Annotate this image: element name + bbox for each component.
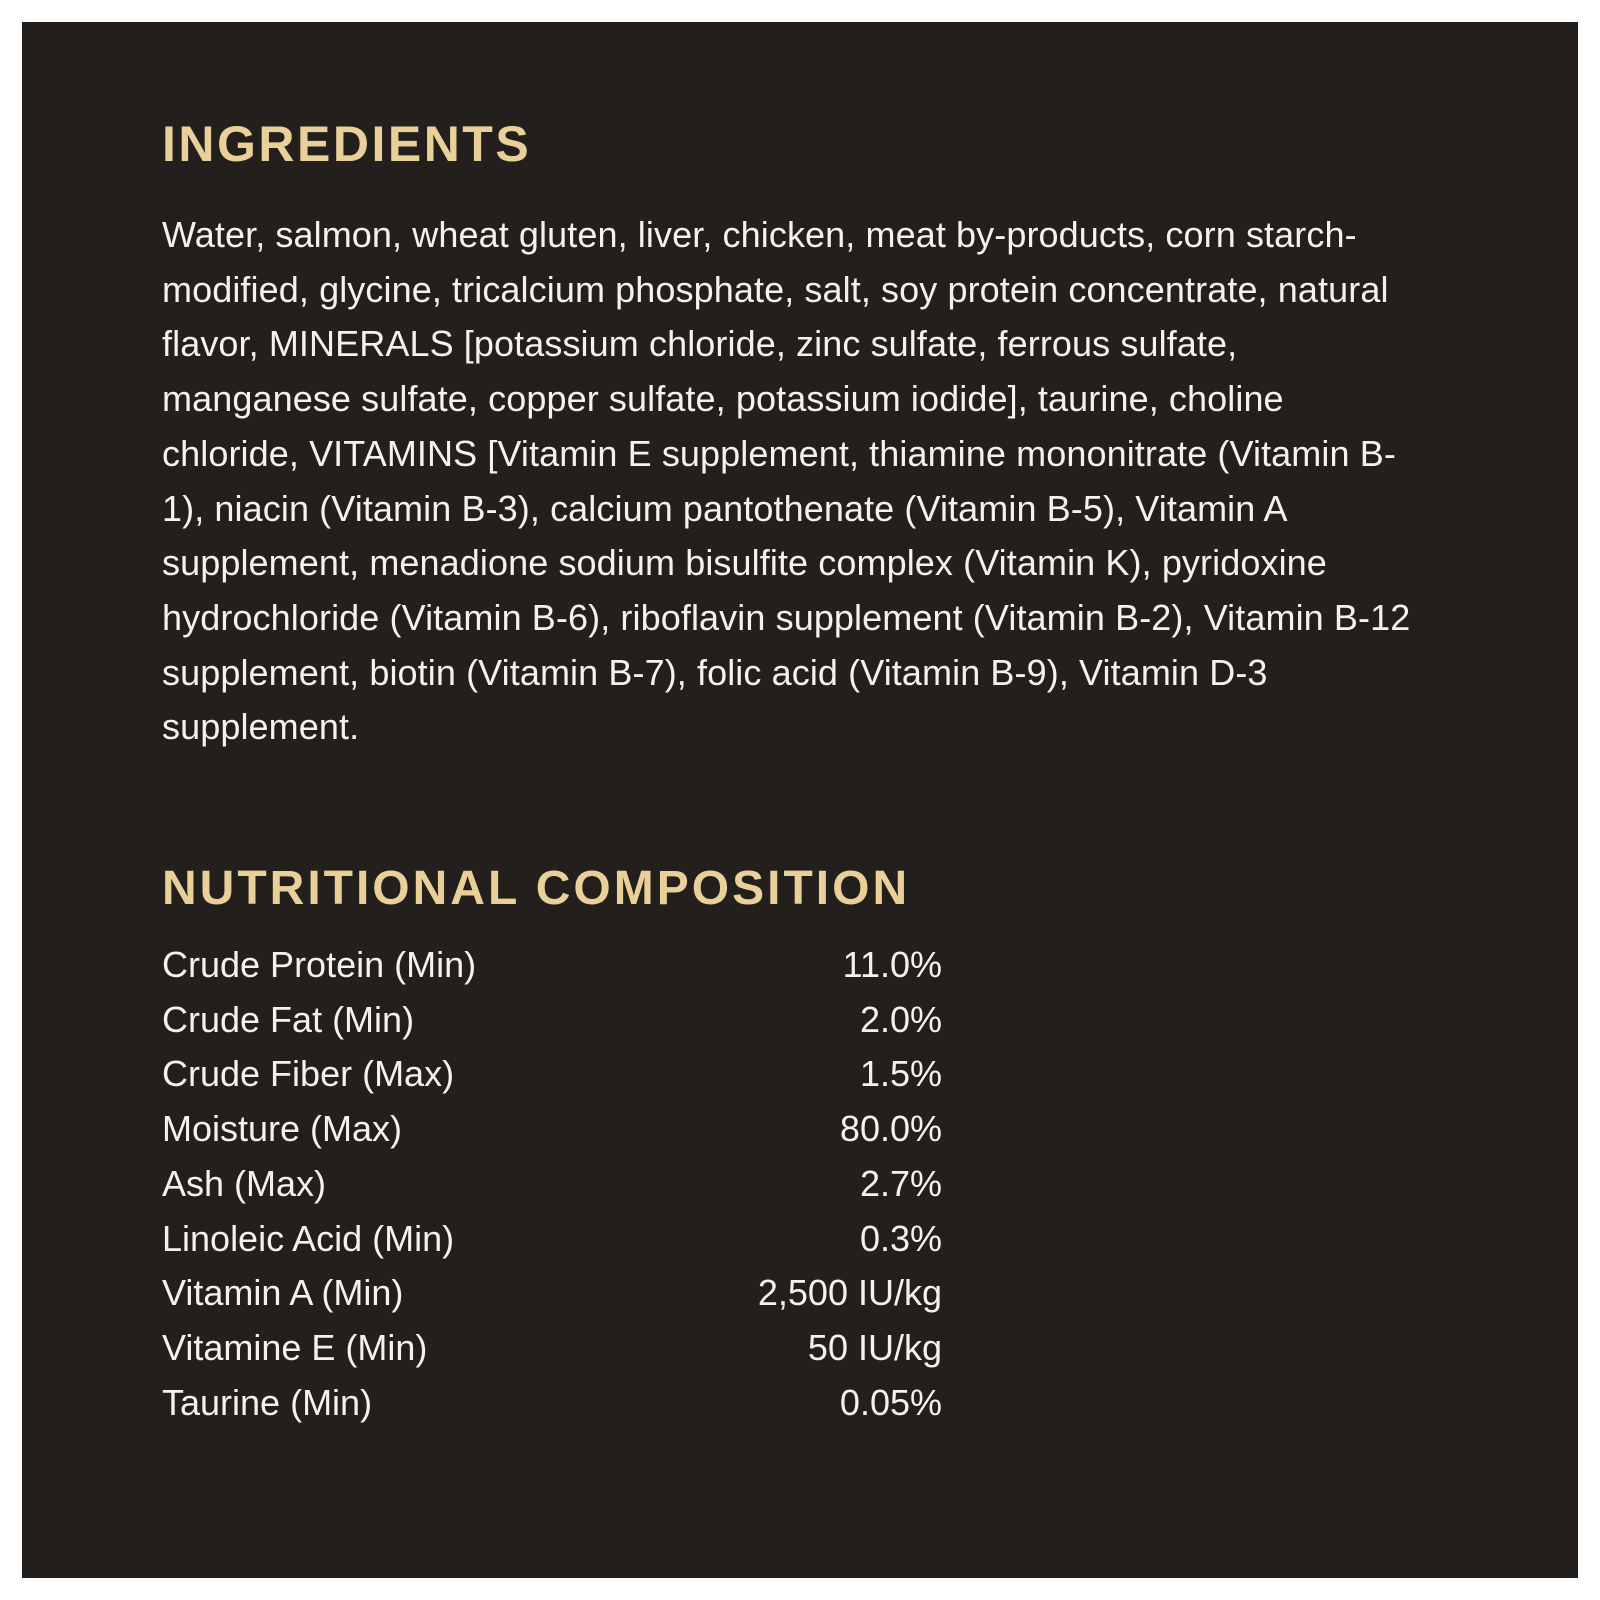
table-row: [162, 1321, 942, 1376]
nutrient-label: Linoleic Acid (Min): [162, 1217, 455, 1259]
nutrient-value: 2,500 IU/kg: [757, 1272, 942, 1314]
table-row: [162, 1157, 942, 1212]
nutrient-value: 0.05%: [839, 1381, 942, 1423]
nutrient-label: Crude Fat (Min): [162, 998, 415, 1040]
nutrient-value: 0.3%: [859, 1217, 942, 1259]
nutrient-label: Vitamine E (Min): [162, 1327, 428, 1369]
nutrition-heading: NUTRITIONAL COMPOSITION: [162, 862, 911, 916]
nutrient-label: Taurine (Min): [162, 1381, 373, 1423]
ingredients-section: [162, 117, 1458, 755]
label-panel: [22, 22, 1578, 1578]
ingredients-text: Water, salmon, wheat gluten, liver, chicken, meat by-products, corn starch-modified, glycine, tricalcium phosphate, salt, soy protein concentrate, natural flavor, MINERALS [potassium chloride, zinc sulfate, ferrous sulfate, manganese sulfate, copper sulfate, potassium iodide], taurine, choline chloride, VITAMINS [Vitamin E supplement, thiamine mononitrate (Vitamin B-1), niacin (Vitamin B-3), calcium pantothenate (Vitamin B-5), Vitamin A supplement, menadione sodium bisulfite complex (Vitamin K), pyridoxine hydrochloride (Vitamin B-6), riboflavin supplement (Vitamin B-2), Vitamin B-12 supplement, biotin (Vitamin B-7), folic acid (Vitamin B-9), Vitamin D-3 supplement.: [162, 214, 1411, 748]
table-row: [162, 1376, 942, 1431]
nutrition-table-body: [162, 938, 942, 1430]
table-row: [162, 1212, 942, 1267]
nutrient-label: Vitamin A (Min): [162, 1272, 404, 1314]
nutrient-value: 11.0%: [842, 943, 942, 985]
nutrition-table: [162, 938, 942, 1430]
nutrient-label: Moisture (Max): [162, 1108, 403, 1150]
nutrient-value: 1.5%: [859, 1053, 942, 1095]
ingredients-heading: INGREDIENTS: [162, 116, 532, 172]
table-row: [162, 1266, 942, 1321]
table-row: [162, 993, 942, 1048]
table-row: [162, 1102, 942, 1157]
table-row: [162, 1047, 942, 1102]
nutrient-value: 50 IU/kg: [807, 1327, 942, 1369]
nutrient-value: 2.7%: [859, 1162, 942, 1204]
nutrient-value: 80.0%: [839, 1108, 942, 1150]
table-row: [162, 938, 942, 993]
nutrient-label: Crude Fiber (Max): [162, 1053, 455, 1095]
nutrient-label: Ash (Max): [162, 1162, 327, 1204]
nutrient-label: Crude Protein (Min): [162, 943, 477, 985]
nutrition-section: [162, 863, 1458, 1430]
nutrient-value: 2.0%: [859, 998, 942, 1040]
